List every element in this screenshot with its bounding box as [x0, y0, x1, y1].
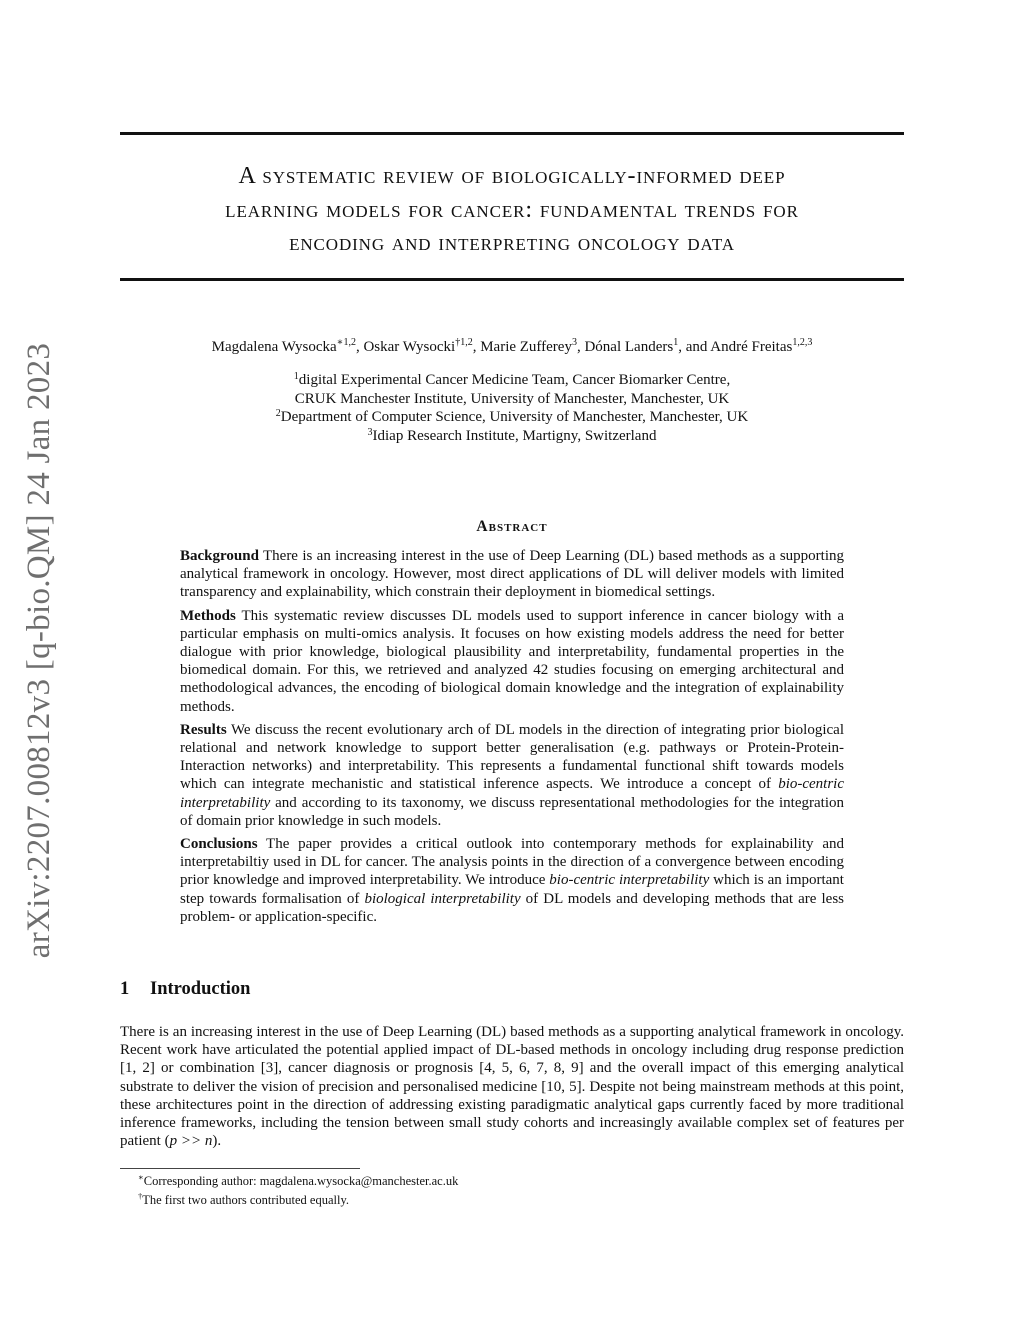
- abstract-results: Results We discuss the recent evolutionary arch of DL models in the direction of integrating prior biological relational and network knowledge to support better generalisation (e.g. pathways or Protein-Protein-Interaction networks) and interpretability. This represents a fundamental functional shift towards models which can integrate mechanistic and statistical inference aspects. We introduce a concept of bio-centric interpretability and according to its taxonomy, we discuss representational methodologies for the integration of domain prior knowledge in such models.: [180, 721, 844, 829]
- arxiv-identifier-stamp: [10, 330, 70, 970]
- affiliation-line: CRUK Manchester Institute, University of Manchester, Manchester, UK: [294, 390, 730, 407]
- section-title: Introduction: [150, 979, 251, 999]
- math-expression: p >> n: [169, 1133, 213, 1150]
- title-line-1: A systematic review of biologically-informed deep: [238, 163, 786, 189]
- abstract-background: Background There is an increasing interest in the use of Deep Learning (DL) based methods as a supporting analytical framework in oncology. However, most direct applications of DL will deliver models with limited transparency and explainability, which constrain their deployment in biomedical settings.: [180, 548, 844, 601]
- footnotes: [138, 1172, 878, 1210]
- abstract-conclusions: Conclusions The paper provides a critical outlook into contemporary methods for explainability and interpretabiltiy used in DL for cancer. The analysis points in the direction of a convergence between encoding prior knowledge and improved interpretability. We introduce bio-centric interpretability which is an important step towards formalisation of biological interpretability of DL models and developing methods that are less problem- or application-specific.: [180, 836, 844, 925]
- affiliation-line: $^1$digital Experimental Cancer Medicine Team, Cancer Biomarker Centre,: [293, 371, 731, 388]
- author-list: Magdalena Wysocka$^{∗1,2}$, Oskar Wysocki$^{\dagger 1,2}$, Marie Zufferey$^3$, Dónal Landers$^1$, and André Freitas$^{1,2,3}$: [211, 337, 813, 355]
- affiliations: [140, 371, 884, 446]
- title-line-2: learning models for cancer: fundamental trends for: [225, 196, 799, 223]
- author: Magdalena Wysocka$^{∗1,2}$: [211, 337, 356, 355]
- introduction-paragraph: There is an increasing interest in the use of Deep Learning (DL) based methods as a supporting analytical framework in oncology. Recent work have articulated the potential applied impact of DL-based methods in oncology including drug response prediction [1, 2] or combination [3], cancer diagnosis or prognosis [4, 5, 6, 7, 8, 9] and the overall impact of this emerging analytical substrate to deliver the vision of precision and personalised medicine [10, 5]. Despite not being mainstream methods at this point, these architectures point in the direction of addressing existing paradigmatic analytical gaps currently faced by more traditional inference frameworks, including the tension between small study cohorts and increasingly available complex set of features per patient (p >> n).: [120, 1024, 904, 1150]
- title-line-3: encoding and interpreting oncology data: [289, 230, 735, 256]
- footnote-rule: [120, 1168, 360, 1169]
- author: Marie Zufferey$^3$: [480, 337, 577, 355]
- abstract-body: [180, 547, 844, 931]
- affiliation-line: $^2$Department of Computer Science, University of Manchester, Manchester, UK: [275, 408, 749, 426]
- abstract-methods: Methods This systematic review discusses DL models used to support inference in cancer biology with a particular emphasis on multi-omics analysis. It focuses on how existing models address the need for better dialogue with prior knowledge, biological plausibility and interpretability, fundamental properties in the biomedical domain. For this, we retrieved and analyzed 42 studies focusing on emerging architectural and methodological advances, the encoding of biological domain knowledge and the integration of explainability methods.: [180, 607, 844, 715]
- arxiv-id-text: arXiv:2207.00812v3 [q-bio.QM] 24 Jan 2023: [21, 342, 58, 958]
- title-top-rule: [120, 132, 904, 135]
- abstract-heading: Abstract: [476, 518, 548, 535]
- title-bottom-rule: [120, 278, 904, 281]
- section-heading-introduction: [120, 979, 250, 1000]
- author: André Freitas$^{1,2,3}$: [710, 337, 813, 355]
- footnote: †The first two authors contributed equally.: [138, 1191, 350, 1207]
- paper-title: [120, 160, 904, 261]
- author: Dónal Landers$^1$: [584, 337, 679, 355]
- author: Oskar Wysocki$^{\dagger 1,2}$: [363, 337, 473, 355]
- affiliation-line: $^3$Idiap Research Institute, Martigny, Switzerland: [367, 427, 657, 445]
- section-number: 1: [120, 979, 130, 999]
- footnote: ∗Corresponding author: magdalena.wysocka@manchester.ac.uk: [138, 1172, 459, 1188]
